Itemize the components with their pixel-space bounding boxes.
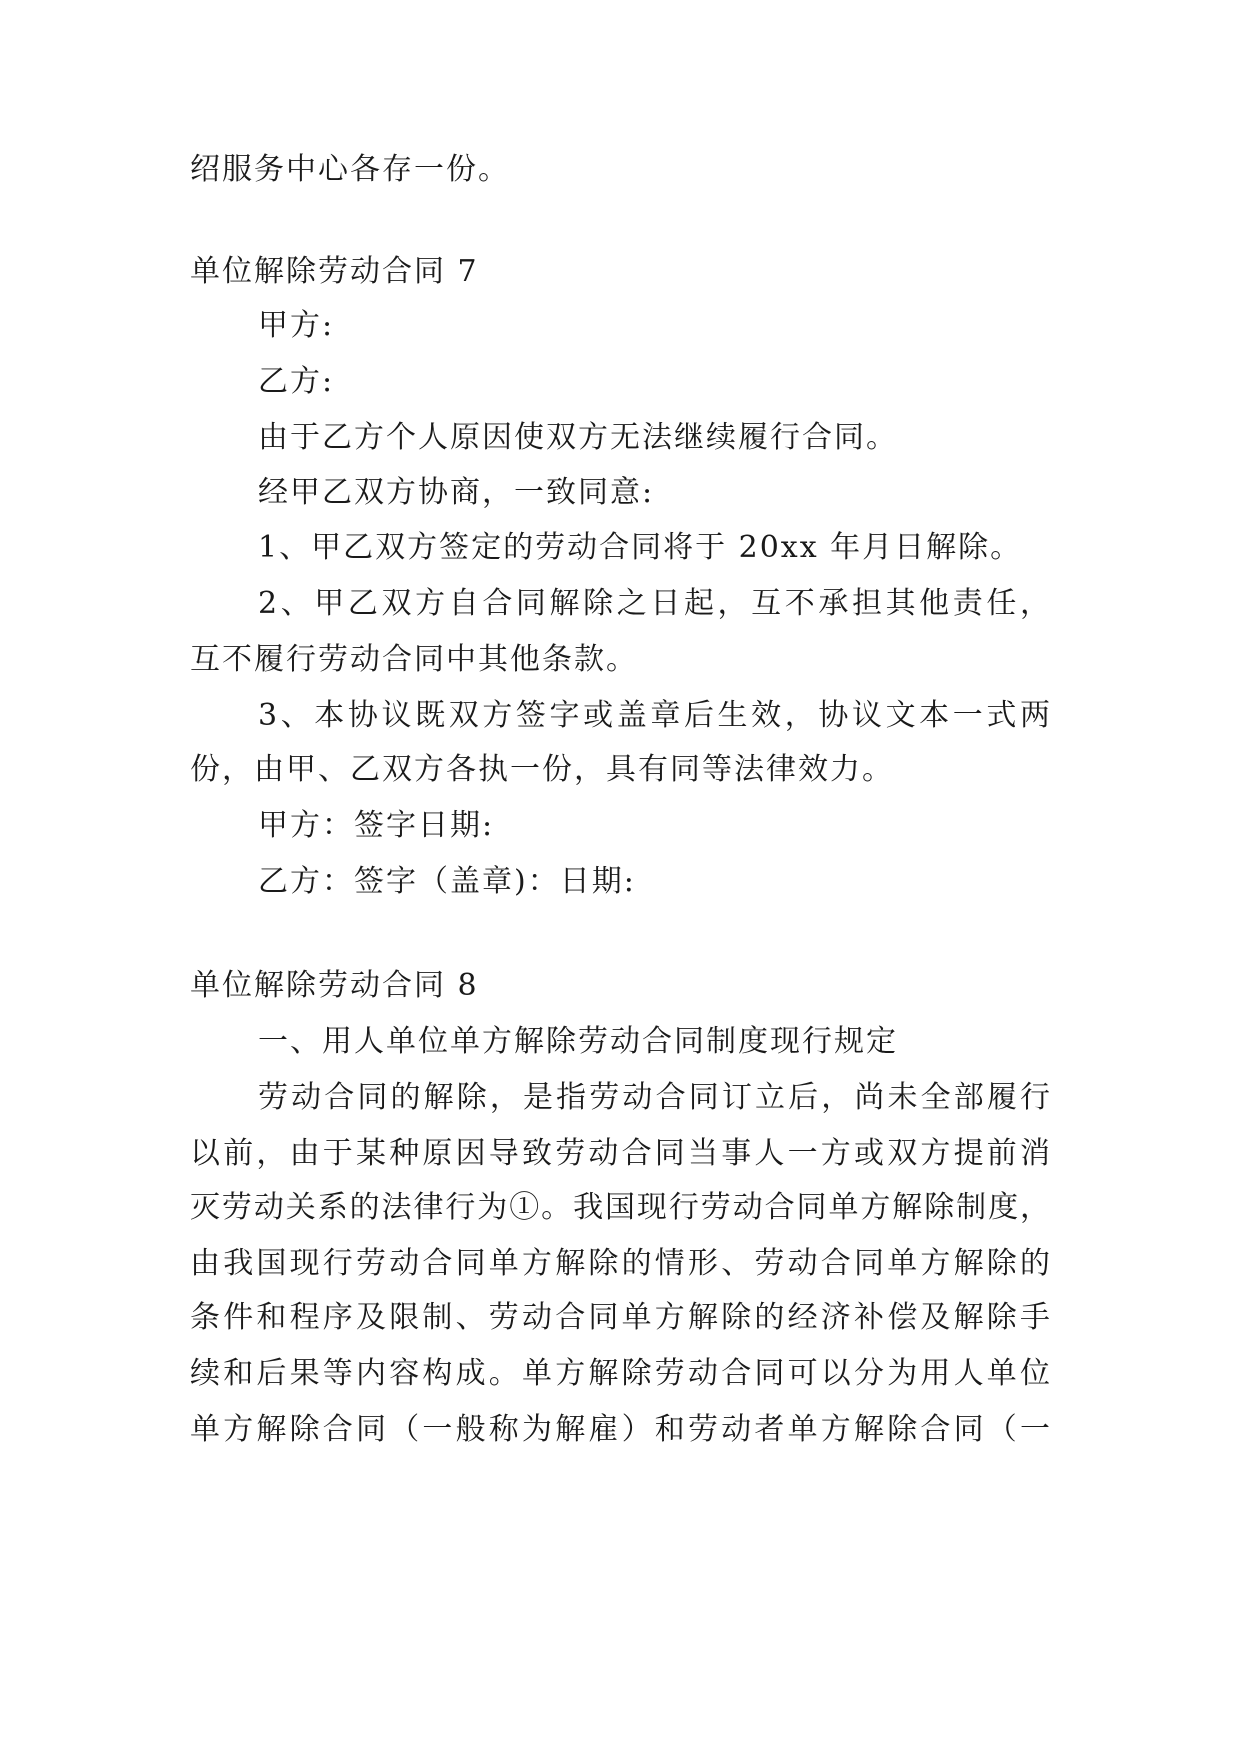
text-line: 互不履行劳动合同中其他条款。 (190, 642, 638, 677)
clause-2: 2、甲乙双方自合同解除之日起，互不承担其他责任， (258, 586, 1050, 621)
text-line: 灭劳动关系的法律行为①。我国现行劳动合同单方解除制度， (190, 1190, 1050, 1225)
text-line: 劳动合同的解除，是指劳动合同订立后，尚未全部履行 (258, 1080, 1050, 1115)
text-line: 由于乙方个人原因使双方无法继续履行合同。 (258, 420, 898, 455)
text-line: 绍服务中心各存一份。 (190, 152, 510, 187)
text-line: 由我国现行劳动合同单方解除的情形、劳动合同单方解除的 (190, 1246, 1050, 1281)
party-a-label: 甲方: (258, 308, 335, 343)
party-a-signature: 甲方：签字日期: (258, 808, 495, 843)
text-line: 单方解除合同（一般称为解雇）和劳动者单方解除合同（一 (190, 1412, 1050, 1447)
clause-1: 1、甲乙双方签定的劳动合同将于 20xx 年月日解除。 (258, 530, 1023, 565)
party-b-signature: 乙方：签字（盖章)：日期: (258, 864, 636, 899)
text-line: 以前，由于某种原因导致劳动合同当事人一方或双方提前消 (190, 1136, 1050, 1171)
party-b-label: 乙方: (258, 364, 335, 399)
text-line: 经甲乙双方协商，一致同意: (258, 475, 655, 510)
section-heading-7: 单位解除劳动合同 7 (190, 254, 479, 289)
text-line: 续和后果等内容构成。单方解除劳动合同可以分为用人单位 (190, 1356, 1050, 1391)
clause-3: 3、本协议既双方签字或盖章后生效，协议文本一式两 (258, 698, 1050, 733)
subsection-heading: 一、用人单位单方解除劳动合同制度现行规定 (258, 1024, 898, 1059)
section-heading-8: 单位解除劳动合同 8 (190, 968, 479, 1003)
text-line: 份，由甲、乙双方各执一份，具有同等法律效力。 (190, 752, 894, 787)
text-line: 条件和程序及限制、劳动合同单方解除的经济补偿及解除手 (190, 1300, 1050, 1335)
